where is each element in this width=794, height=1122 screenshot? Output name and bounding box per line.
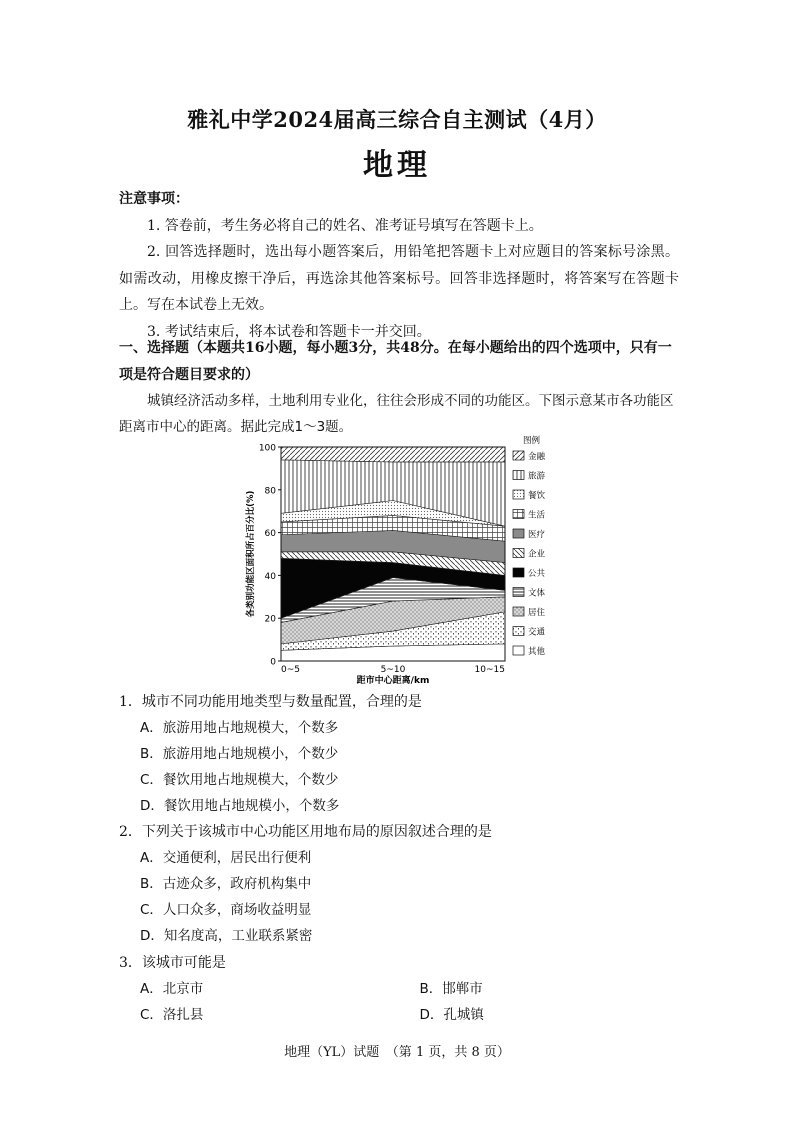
legend-swatch [513, 588, 524, 597]
question-stem: 1．城市不同功能用地类型与数量配置，合理的是 [119, 694, 422, 710]
option-c[interactable]: C．人口众多，商场收益明显 [140, 902, 312, 918]
option-b[interactable]: B．古迹众多，政府机构集中 [140, 876, 312, 892]
legend-label: 文体 [528, 588, 546, 599]
legend-swatch [513, 529, 524, 538]
y-tick-label: 40 [264, 571, 276, 582]
option-a[interactable]: A．北京市 [140, 981, 204, 997]
question-stem: 3．该城市可能是 [119, 955, 226, 971]
land-use-chart [240, 435, 550, 685]
y-axis-label: 各类别功能区面积所占百分比(%) [246, 490, 256, 618]
legend-label: 旅游 [528, 471, 546, 482]
option-d[interactable]: D．知名度高，工业联系紧密 [140, 928, 313, 944]
notice-item: 1. 答卷前，考生务必将自己的姓名、准考证号填写在答题卡上。 [147, 217, 543, 234]
question-3 [119, 950, 699, 1028]
legend-label: 公共 [528, 569, 546, 579]
x-tick-label: 5~10 [380, 665, 406, 675]
option-d[interactable]: D．餐饮用地占地规模小，个数多 [140, 798, 340, 814]
notice-item: 2. 回答选择题时，选出每小题答案后，用铅笔把答题卡上对应题目的答案标号涂黑。如需改动，用橡皮擦干净后，再选涂其他答案标号。回答非选择题时，将答案写在答题卡上。写在本试卷上无效。 [119, 244, 679, 313]
y-tick-label: 100 [258, 443, 276, 454]
y-tick-label: 20 [264, 614, 276, 625]
option-a[interactable]: A．交通便利，居民出行便利 [140, 850, 312, 866]
legend-swatch [513, 510, 524, 519]
legend-label: 居住 [528, 608, 546, 618]
question-1 [119, 689, 699, 819]
option-b[interactable]: B．旅游用地占地规模小，个数少 [140, 746, 339, 762]
option-c[interactable]: C．洛扎县 [140, 1007, 204, 1023]
legend-swatch [513, 490, 524, 499]
page-footer: 地理（YL）试题 （第 1 页，共 8 页） [284, 1045, 510, 1060]
legend-swatch [513, 568, 524, 577]
legend-label: 企业 [528, 549, 546, 560]
option-c[interactable]: C．餐饮用地占地规模大，个数少 [140, 772, 339, 788]
notice-block [119, 186, 679, 345]
option-d[interactable]: D．孔城镇 [419, 1007, 484, 1023]
exam-title: 雅礼中学2024届高三综合自主测试（4月） [187, 107, 607, 132]
legend-swatch [513, 607, 524, 616]
legend-label: 医疗 [528, 530, 546, 540]
y-tick-label: 60 [264, 529, 276, 540]
y-tick-label: 80 [264, 486, 276, 497]
legend-swatch [513, 627, 524, 636]
subject-title: 地理 [363, 148, 431, 183]
legend-swatch [513, 549, 524, 558]
legend-title: 图例 [523, 436, 541, 446]
option-b[interactable]: B．邯郸市 [419, 981, 483, 997]
notice-item: 3. 考试结束后，将本试卷和答题卡一并交回。 [147, 323, 431, 340]
question-2 [119, 819, 699, 949]
legend-label: 金融 [528, 452, 546, 462]
option-a[interactable]: A．旅游用地占地规模大，个数多 [140, 720, 339, 736]
question-stem: 2．下列关于该城市中心功能区用地布局的原因叙述合理的是 [119, 824, 492, 840]
chart-areas [281, 447, 505, 661]
y-tick-label: 0 [270, 657, 276, 668]
legend-label: 交通 [528, 627, 546, 638]
area-金融 [281, 447, 505, 462]
legend-swatch [513, 451, 524, 460]
chart-legend [513, 435, 546, 657]
x-axis-label: 距市中心距离/km [356, 676, 430, 685]
legend-swatch [513, 471, 524, 480]
option-row [119, 1002, 699, 1028]
x-tick-label: 10~15 [474, 665, 505, 675]
option-row [119, 976, 699, 1002]
section-heading: 一、选择题（本题共16小题，每小题3分，共48分。在每小题给出的四个选项中，只有一项是符合题目要求的） [119, 340, 672, 383]
notice-heading: 注意事项： [119, 191, 189, 207]
x-tick-label: 0~5 [281, 665, 300, 675]
legend-label: 餐饮 [528, 491, 546, 501]
legend-swatch [513, 646, 524, 655]
legend-label: 生活 [528, 510, 546, 521]
chart-svg [240, 435, 550, 685]
legend-label: 其他 [528, 647, 546, 657]
section-intro: 城镇经济活动多样，土地利用专业化，往往会形成不同的功能区。下图示意某市各功能区距离市中心的距离。据此完成1～3题。 [119, 393, 674, 435]
